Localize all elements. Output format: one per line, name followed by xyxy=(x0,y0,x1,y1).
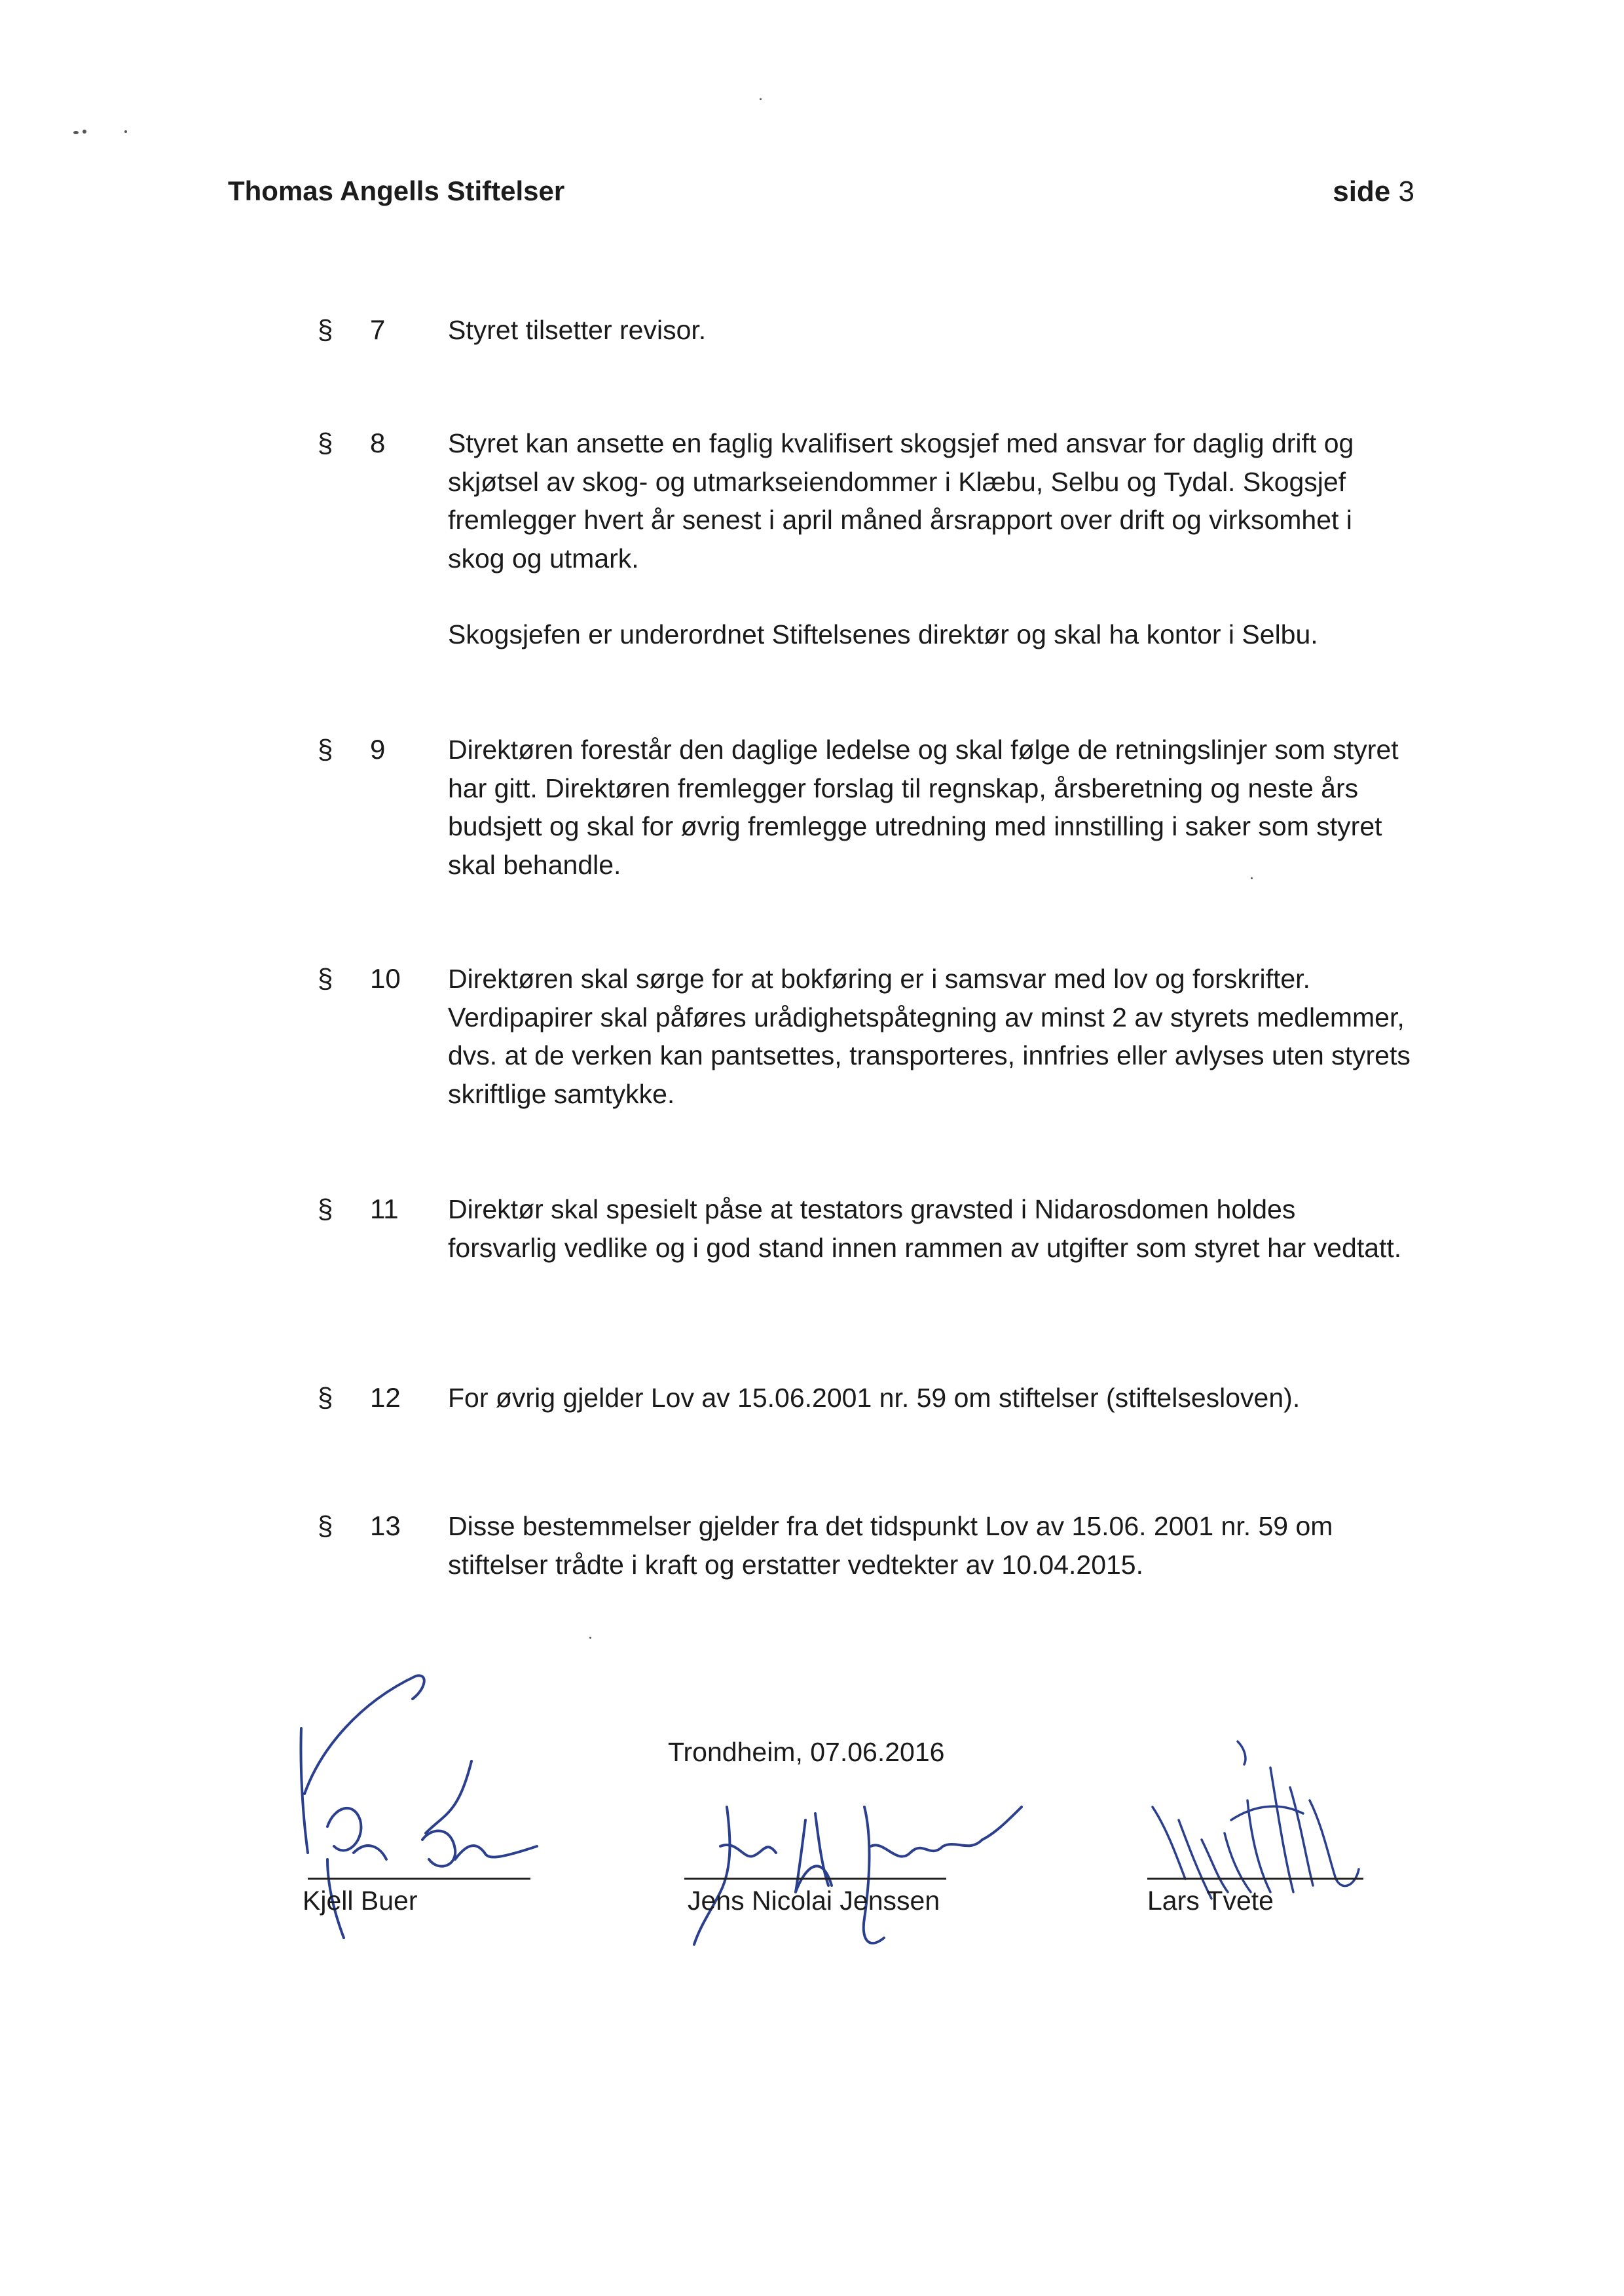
scan-artifact xyxy=(73,131,79,134)
section-body xyxy=(448,731,1411,884)
section-body xyxy=(448,424,1411,654)
section-symbol: § xyxy=(318,428,333,458)
scan-artifact xyxy=(760,98,762,100)
section-number: 13 xyxy=(370,1510,401,1541)
scan-artifact xyxy=(1251,877,1253,879)
section-symbol: § xyxy=(318,1382,333,1413)
section-symbol: § xyxy=(318,963,333,994)
section-symbol: § xyxy=(318,314,333,345)
page-indicator xyxy=(1333,175,1414,208)
section-paragraph: Disse bestemmelser gjelder fra det tidspunkt Lov av 15.06. 2001 nr. 59 om stiftelser trådte i kraft og erstatter vedtekter av 10.04.2015. xyxy=(448,1511,1333,1580)
section-paragraph: Styret kan ansette en faglig kvalifisert skogsjef med ansvar for daglig drift og skjøtsel av skog- og utmarkseiendommer i Klæbu, Selbu og Tydal. Skogsjef fremlegger hvert år senest i april måned årsrapport over drift og virksomhet i skog og utmark. xyxy=(448,428,1354,574)
place-date: Trondheim, 07.06.2016 xyxy=(668,1737,945,1767)
section-paragraph: Direktøren forestår den daglige ledelse og skal følge de retningslinjer som styret har gitt. Direktøren fremlegger forslag til regnskap, årsberetning og neste års budsjett og skal for øvrig fremlegge utredning med innstilling i saker som styret skal behandle. xyxy=(448,735,1399,880)
section-paragraph: Styret tilsetter revisor. xyxy=(448,315,707,345)
signatory-name: Lars Tvete xyxy=(1147,1886,1274,1916)
section-body xyxy=(448,311,1411,350)
signatory-name: Kjell Buer xyxy=(303,1886,418,1916)
signature-line xyxy=(684,1878,946,1880)
section-body xyxy=(448,960,1411,1113)
page-number: 3 xyxy=(1398,175,1414,208)
page-label: side xyxy=(1333,175,1391,208)
organization-title: Thomas Angells Stiftelser xyxy=(228,175,565,206)
section-number: 12 xyxy=(370,1382,401,1413)
section-number: 10 xyxy=(370,963,401,994)
section-number: 11 xyxy=(370,1194,399,1224)
section-body xyxy=(448,1507,1411,1584)
signatory-name: Jens Nicolai Jenssen xyxy=(688,1886,940,1916)
section-paragraph: Direktør skal spesielt påse at testators gravsted i Nidarosdomen holdes forsvarlig vedlike og i god stand innen rammen av utgifter som styret har vedtatt. xyxy=(448,1194,1402,1263)
section-symbol: § xyxy=(318,734,333,765)
scan-artifact xyxy=(83,130,86,134)
section-body xyxy=(448,1379,1411,1417)
section-number: 7 xyxy=(370,314,386,345)
section-number: 9 xyxy=(370,734,386,765)
signature-line xyxy=(1147,1878,1363,1880)
signature-line xyxy=(308,1878,530,1880)
scan-artifact xyxy=(589,1637,591,1639)
section-number: 8 xyxy=(370,428,386,458)
section-paragraph: Skogsjefen er underordnet Stiftelsenes direktør og skal ha kontor i Selbu. xyxy=(448,619,1318,649)
section-paragraph: Direktøren skal sørge for at bokføring er i samsvar med lov og forskrifter. Verdipapirer skal påføres urådighetspåtegning av minst 2 av styrets medlemmer, dvs. at de verken kan pantsettes, transporteres, innfries eller avlyses uten styrets skriftlige samtykke. xyxy=(448,964,1411,1109)
section-body xyxy=(448,1190,1411,1267)
scan-artifact xyxy=(124,130,127,133)
section-symbol: § xyxy=(318,1510,333,1541)
section-paragraph: For øvrig gjelder Lov av 15.06.2001 nr. 59 om stiftelser (stiftelsesloven). xyxy=(448,1383,1301,1413)
section-symbol: § xyxy=(318,1194,333,1224)
